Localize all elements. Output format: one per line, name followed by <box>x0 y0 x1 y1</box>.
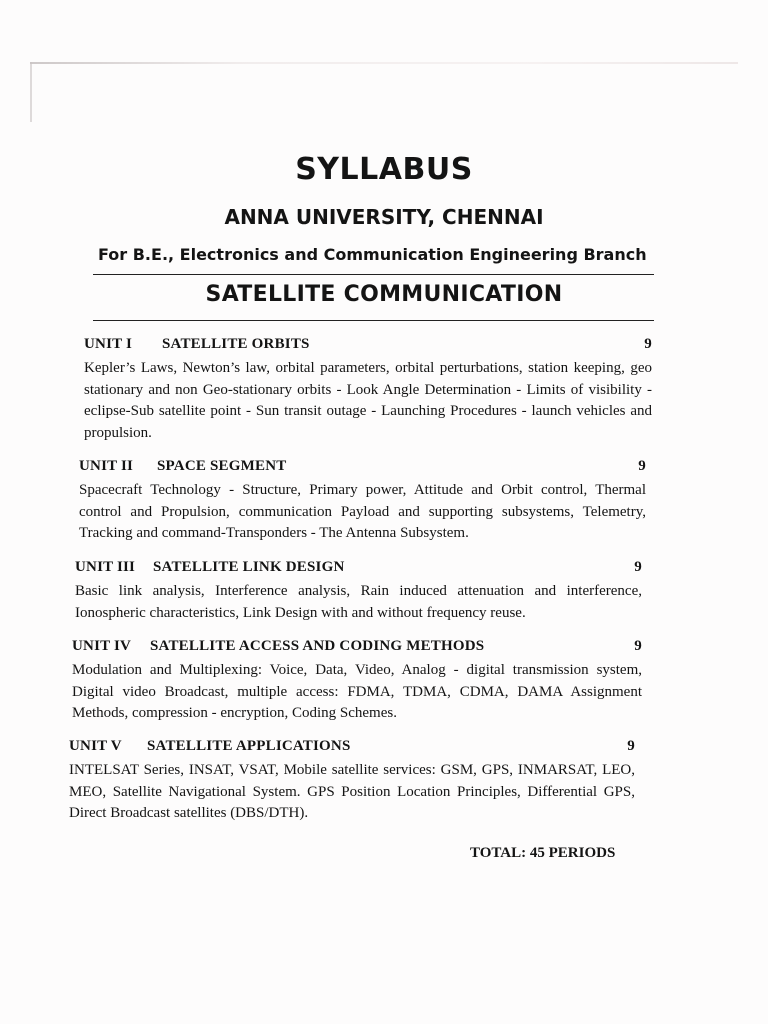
unit-number: UNIT I <box>84 336 133 352</box>
unit-periods: 9 <box>638 458 646 474</box>
unit-periods: 9 <box>634 559 642 575</box>
branch-line: For B.E., Electronics and Communication Engineering Branch <box>98 245 647 264</box>
unit-number: UNIT IV <box>72 638 132 654</box>
divider-top <box>93 274 654 275</box>
unit-header <box>72 638 642 655</box>
unit-section <box>75 559 642 624</box>
unit-section <box>84 336 652 444</box>
scan-edge <box>30 62 32 122</box>
scan-edge <box>30 62 738 64</box>
unit-content: INTELSAT Series, INSAT, VSAT, Mobile satellite services: GSM, GPS, INMARSAT, LEO, MEO, Satellite Navigational System. GPS Position Location Principles, Differential GPS, Direct Broadcast satellites (DBS/DTH). <box>69 762 635 821</box>
unit-name: SATELLITE LINK DESIGN <box>153 559 345 575</box>
divider-bottom <box>93 320 654 321</box>
unit-name: SATELLITE ORBITS <box>162 336 310 352</box>
unit-number: UNIT V <box>69 738 122 754</box>
unit-header <box>75 559 642 576</box>
unit-content: Basic link analysis, Interference analysis, Rain induced attenuation and interference, Ionospheric characteristics, Link Design with and without frequency reuse. <box>75 583 642 621</box>
unit-periods: 9 <box>627 738 635 754</box>
unit-section <box>79 458 646 545</box>
unit-number: UNIT II <box>79 458 134 474</box>
unit-section <box>69 738 635 825</box>
unit-name: SPACE SEGMENT <box>157 458 287 474</box>
unit-section <box>72 638 642 725</box>
university-name: ANNA UNIVERSITY, CHENNAI <box>224 205 544 229</box>
unit-content: Modulation and Multiplexing: Voice, Data, Video, Analog - digital transmission system, Digital video Broadcast, multiple access: FDMA, TDMA, CDMA, DAMA Assignment Methods, compression - encryption, Coding Schemes. <box>72 662 642 721</box>
unit-header <box>79 458 646 475</box>
unit-periods: 9 <box>634 638 642 654</box>
unit-header <box>69 738 635 755</box>
unit-number: UNIT III <box>75 559 136 575</box>
unit-periods: 9 <box>644 336 652 352</box>
unit-name: SATELLITE APPLICATIONS <box>147 738 351 754</box>
unit-name: SATELLITE ACCESS AND CODING METHODS <box>150 638 485 654</box>
subject-title: SATELLITE COMMUNICATION <box>205 282 563 307</box>
unit-header <box>84 336 652 353</box>
total-periods: TOTAL: 45 PERIODS <box>470 845 616 861</box>
page-title: SYLLABUS <box>295 152 473 187</box>
unit-content: Spacecraft Technology - Structure, Primary power, Attitude and Orbit control, Thermal control and Propulsion, communication Payload and supporting subsystems, Telemetry, Tracking and command-Transponders - The Antenna Subsystem. <box>79 482 646 541</box>
unit-content: Kepler’s Laws, Newton’s law, orbital parameters, orbital perturbations, station keeping, geo stationary and non Geo-stationary orbits - Look Angle Determination - Limits of visibility - eclipse-Sub satellite point - Sun transit outage - Launching Procedures - launch vehicles and propulsion. <box>84 360 652 441</box>
